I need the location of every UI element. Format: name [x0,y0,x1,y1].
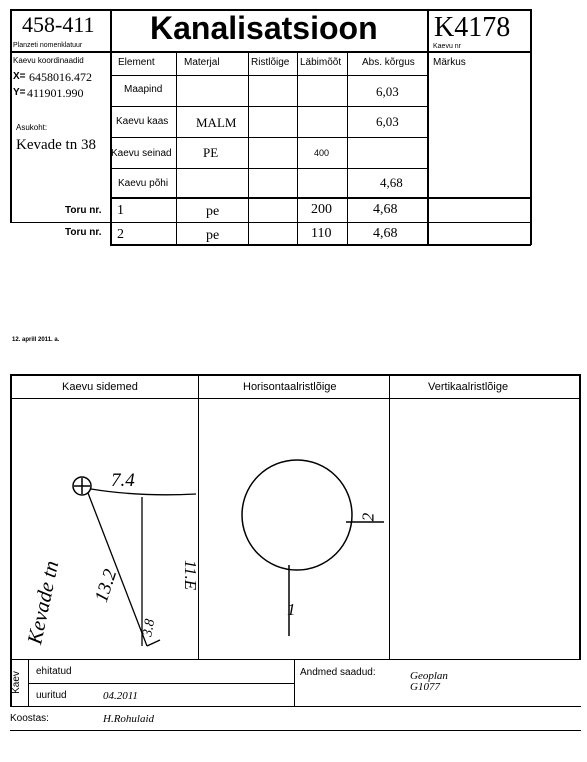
row-material: MALM [196,115,237,130]
side-label: Kaev [10,671,22,694]
source-code: G1077 [410,681,440,693]
well-symbol-icon [73,477,91,495]
location-value: Kevade tn 38 [16,137,96,153]
handwritten-pipe-number: 2 [358,512,378,522]
well-id: K4178 [434,12,511,43]
pipe-diameter: 200 [311,202,332,217]
author-label: Koostas: [10,713,49,724]
x-label: X= [13,71,26,82]
pipe-label: Toru nr. [65,227,102,238]
pipe-elevation: 4,68 [373,202,398,217]
source-label: Andmed saadud: [300,667,376,678]
coords-label: Kaevu koordinaadid [13,56,84,65]
y-label: Y= [13,87,26,98]
row-element: Kaevu seinad [111,148,172,159]
col-header-material: Materjal [184,57,220,68]
built-label: ehitatud [36,666,72,677]
row-elevation: 6,03 [376,114,399,129]
handwritten-street-name: Kevade tn [22,558,64,647]
pipe-material: pe [206,228,220,243]
handwritten-pipe-number: 1 [287,600,296,619]
col-header-element: Element [118,57,155,68]
author-value: H.Rohulaid [103,713,155,725]
location-label: Asukoht: [16,123,48,132]
col-title-horizontal: Horisontaalristlõige [243,381,337,393]
pipe-no: 2 [117,227,124,242]
row-elevation: 6,03 [376,84,399,99]
row-element: Maapind [124,84,163,95]
source-value: Geoplan [410,670,448,682]
col-header-remark: Märkus [433,57,466,68]
pipe-label: Toru nr. [65,205,102,216]
well-id-label: Kaevu nr [433,43,462,50]
handwritten-dimension: 11.E [181,559,201,591]
pipe-no: 1 [117,203,124,218]
checked-label: uuritud [36,690,67,701]
col-header-elevation: Abs. kõrgus [362,57,415,68]
row-elevation: 4,68 [380,175,403,190]
handwritten-dimension: 3.8 [140,617,159,638]
col-title-vertical: Vertikaalristlõige [428,381,509,393]
col-title-ties: Kaevu sidemed [62,381,138,393]
row-material: PE [203,145,219,160]
well-cross-section [242,460,384,636]
handwritten-dimension: 7.4 [111,470,135,491]
sheet-label: Planzeti nomenklatuur [13,42,83,49]
pipe-material: pe [206,204,220,219]
y-value: 411901.990 [27,86,84,100]
row-element: Kaevu põhi [118,178,169,189]
sheet-number: 458-411 [22,12,95,37]
x-value: 6458016.472 [29,70,92,84]
checked-value: 04.2011 [103,690,138,702]
pipe-elevation: 4,68 [373,226,398,241]
document-date: 12. aprill 2011. a. [12,337,60,343]
handwritten-dimension: 13.2 [91,566,122,605]
page-title: Kanalisatsioon [150,10,378,46]
row-diameter: 400 [314,148,330,158]
row-element: Kaevu kaas [116,116,169,127]
col-header-diameter: Läbimõõt [300,57,342,68]
col-header-cross: Ristlõige [251,57,290,68]
pipe-diameter: 110 [311,226,332,241]
